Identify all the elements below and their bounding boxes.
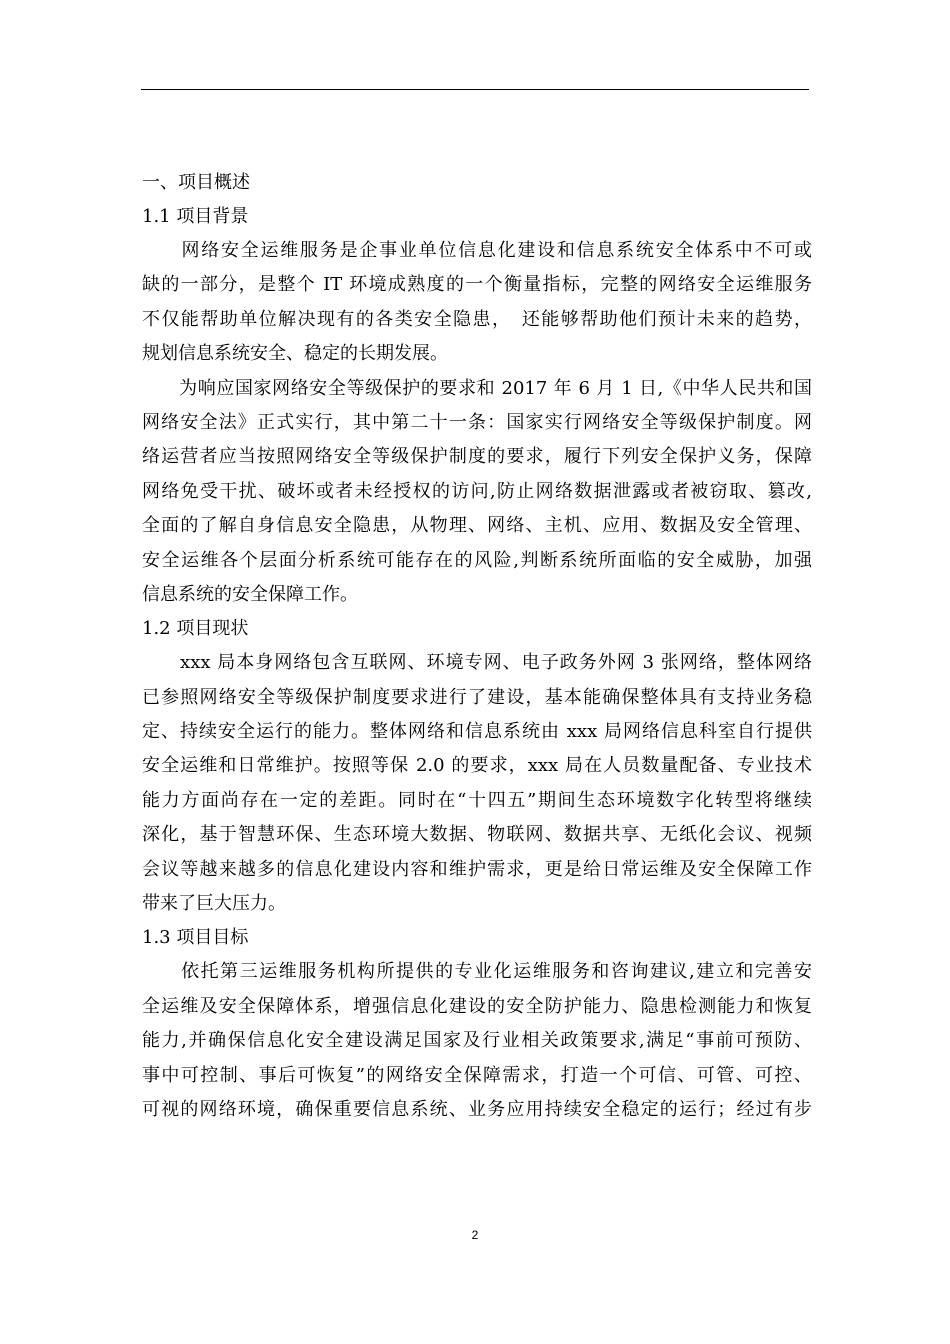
chapter-heading: 一、项目概述 bbox=[142, 172, 250, 193]
text-line: 能力方面尚存在一定的差距。同时在“十四五”期间生态环境数字化转型将继续 bbox=[142, 789, 812, 811]
section-title: 1.2 项目现状 bbox=[142, 618, 249, 640]
text-line: 为响应国家网络安全等级保护的要求和 2017 年 6 月 1 日,《中华人民共和国 bbox=[142, 377, 812, 399]
text-line: 全运维及安全保障体系，增强信息化建设的安全防护能力、隐患检测能力和恢复 bbox=[142, 995, 812, 1017]
text-line: 全面的了解自身信息安全隐患，从物理、网络、主机、应用、数据及安全管理、 bbox=[142, 515, 812, 537]
text-line: 规划信息系统安全、稳定的长期发展。 bbox=[142, 343, 448, 365]
text-line: 深化，基于智慧环保、生态环境大数据、物联网、数据共享、无纸化会议、视频 bbox=[142, 824, 812, 846]
page-number: 2 bbox=[471, 1228, 479, 1242]
section-title: 1.1 项目背景 bbox=[142, 206, 249, 227]
text-line: 安全运维各个层面分析系统可能存在的风险,判断系统所面临的安全威胁，加强 bbox=[142, 549, 812, 571]
text-line: xxx 局本身网络包含互联网、环境专网、电子政务外网 3 张网络，整体网络 bbox=[142, 652, 812, 674]
text-line: 事中可控制、事后可恢复”的网络安全保障需求，打造一个可信、可管、可控、 bbox=[142, 1064, 812, 1086]
text-line: 可视的网络环境，确保重要信息系统、业务应用持续安全稳定的运行；经过有步 bbox=[142, 1098, 812, 1120]
document-body bbox=[142, 166, 812, 1127]
text-line: 安全运维和日常维护。按照等保 2.0 的要求，xxx 局在人员数量配备、专业技术 bbox=[142, 755, 812, 777]
header-rule bbox=[141, 89, 809, 90]
text-line: 网络安全法》正式实行，其中第二十一条：国家实行网络安全等级保护制度。网 bbox=[142, 411, 812, 433]
text-line: 信息系统的安全保障工作。 bbox=[142, 583, 358, 605]
text-line: 网络免受干扰、破坏或者未经授权的访问,防止网络数据泄露或者被窃取、篡改, bbox=[142, 480, 812, 502]
paragraph bbox=[142, 955, 812, 1127]
text-line: 缺的一部分，是整个 IT 环境成熟度的一个衡量指标，完整的网络安全运维服务 bbox=[142, 274, 812, 296]
text-line: 能力,并确保信息化安全建设满足国家及行业相关政策要求,满足“事前可预防、 bbox=[142, 1030, 812, 1052]
text-line: 已参照网络安全等级保护制度要求进行了建设，基本能确保整体具有支持业务稳 bbox=[142, 686, 812, 708]
text-line: 络运营者应当按照网络安全等级保护制度的要求，履行下列安全保护义务，保障 bbox=[142, 446, 812, 468]
text-line: 会议等越来越多的信息化建设内容和维护需求，更是给日常运维及安全保障工作 bbox=[142, 858, 812, 880]
text-line: 定、持续安全运行的能力。整体网络和信息系统由 xxx 局网络信息科室自行提供 bbox=[142, 721, 812, 743]
text-line: 不仅能帮助单位解决现有的各类安全隐患， 还能够帮助他们预计未来的趋势， bbox=[142, 308, 812, 330]
text-line: 依托第三运维服务机构所提供的专业化运维服务和咨询建议,建立和完善安 bbox=[142, 961, 812, 983]
paragraph bbox=[142, 234, 812, 372]
text-line: 带来了巨大压力。 bbox=[142, 893, 286, 915]
paragraph bbox=[142, 372, 812, 613]
text-line: 网络安全运维服务是企事业单位信息化建设和信息系统安全体系中不可或 bbox=[142, 240, 812, 261]
paragraph bbox=[142, 646, 812, 921]
section-title: 1.3 项目目标 bbox=[142, 927, 249, 949]
